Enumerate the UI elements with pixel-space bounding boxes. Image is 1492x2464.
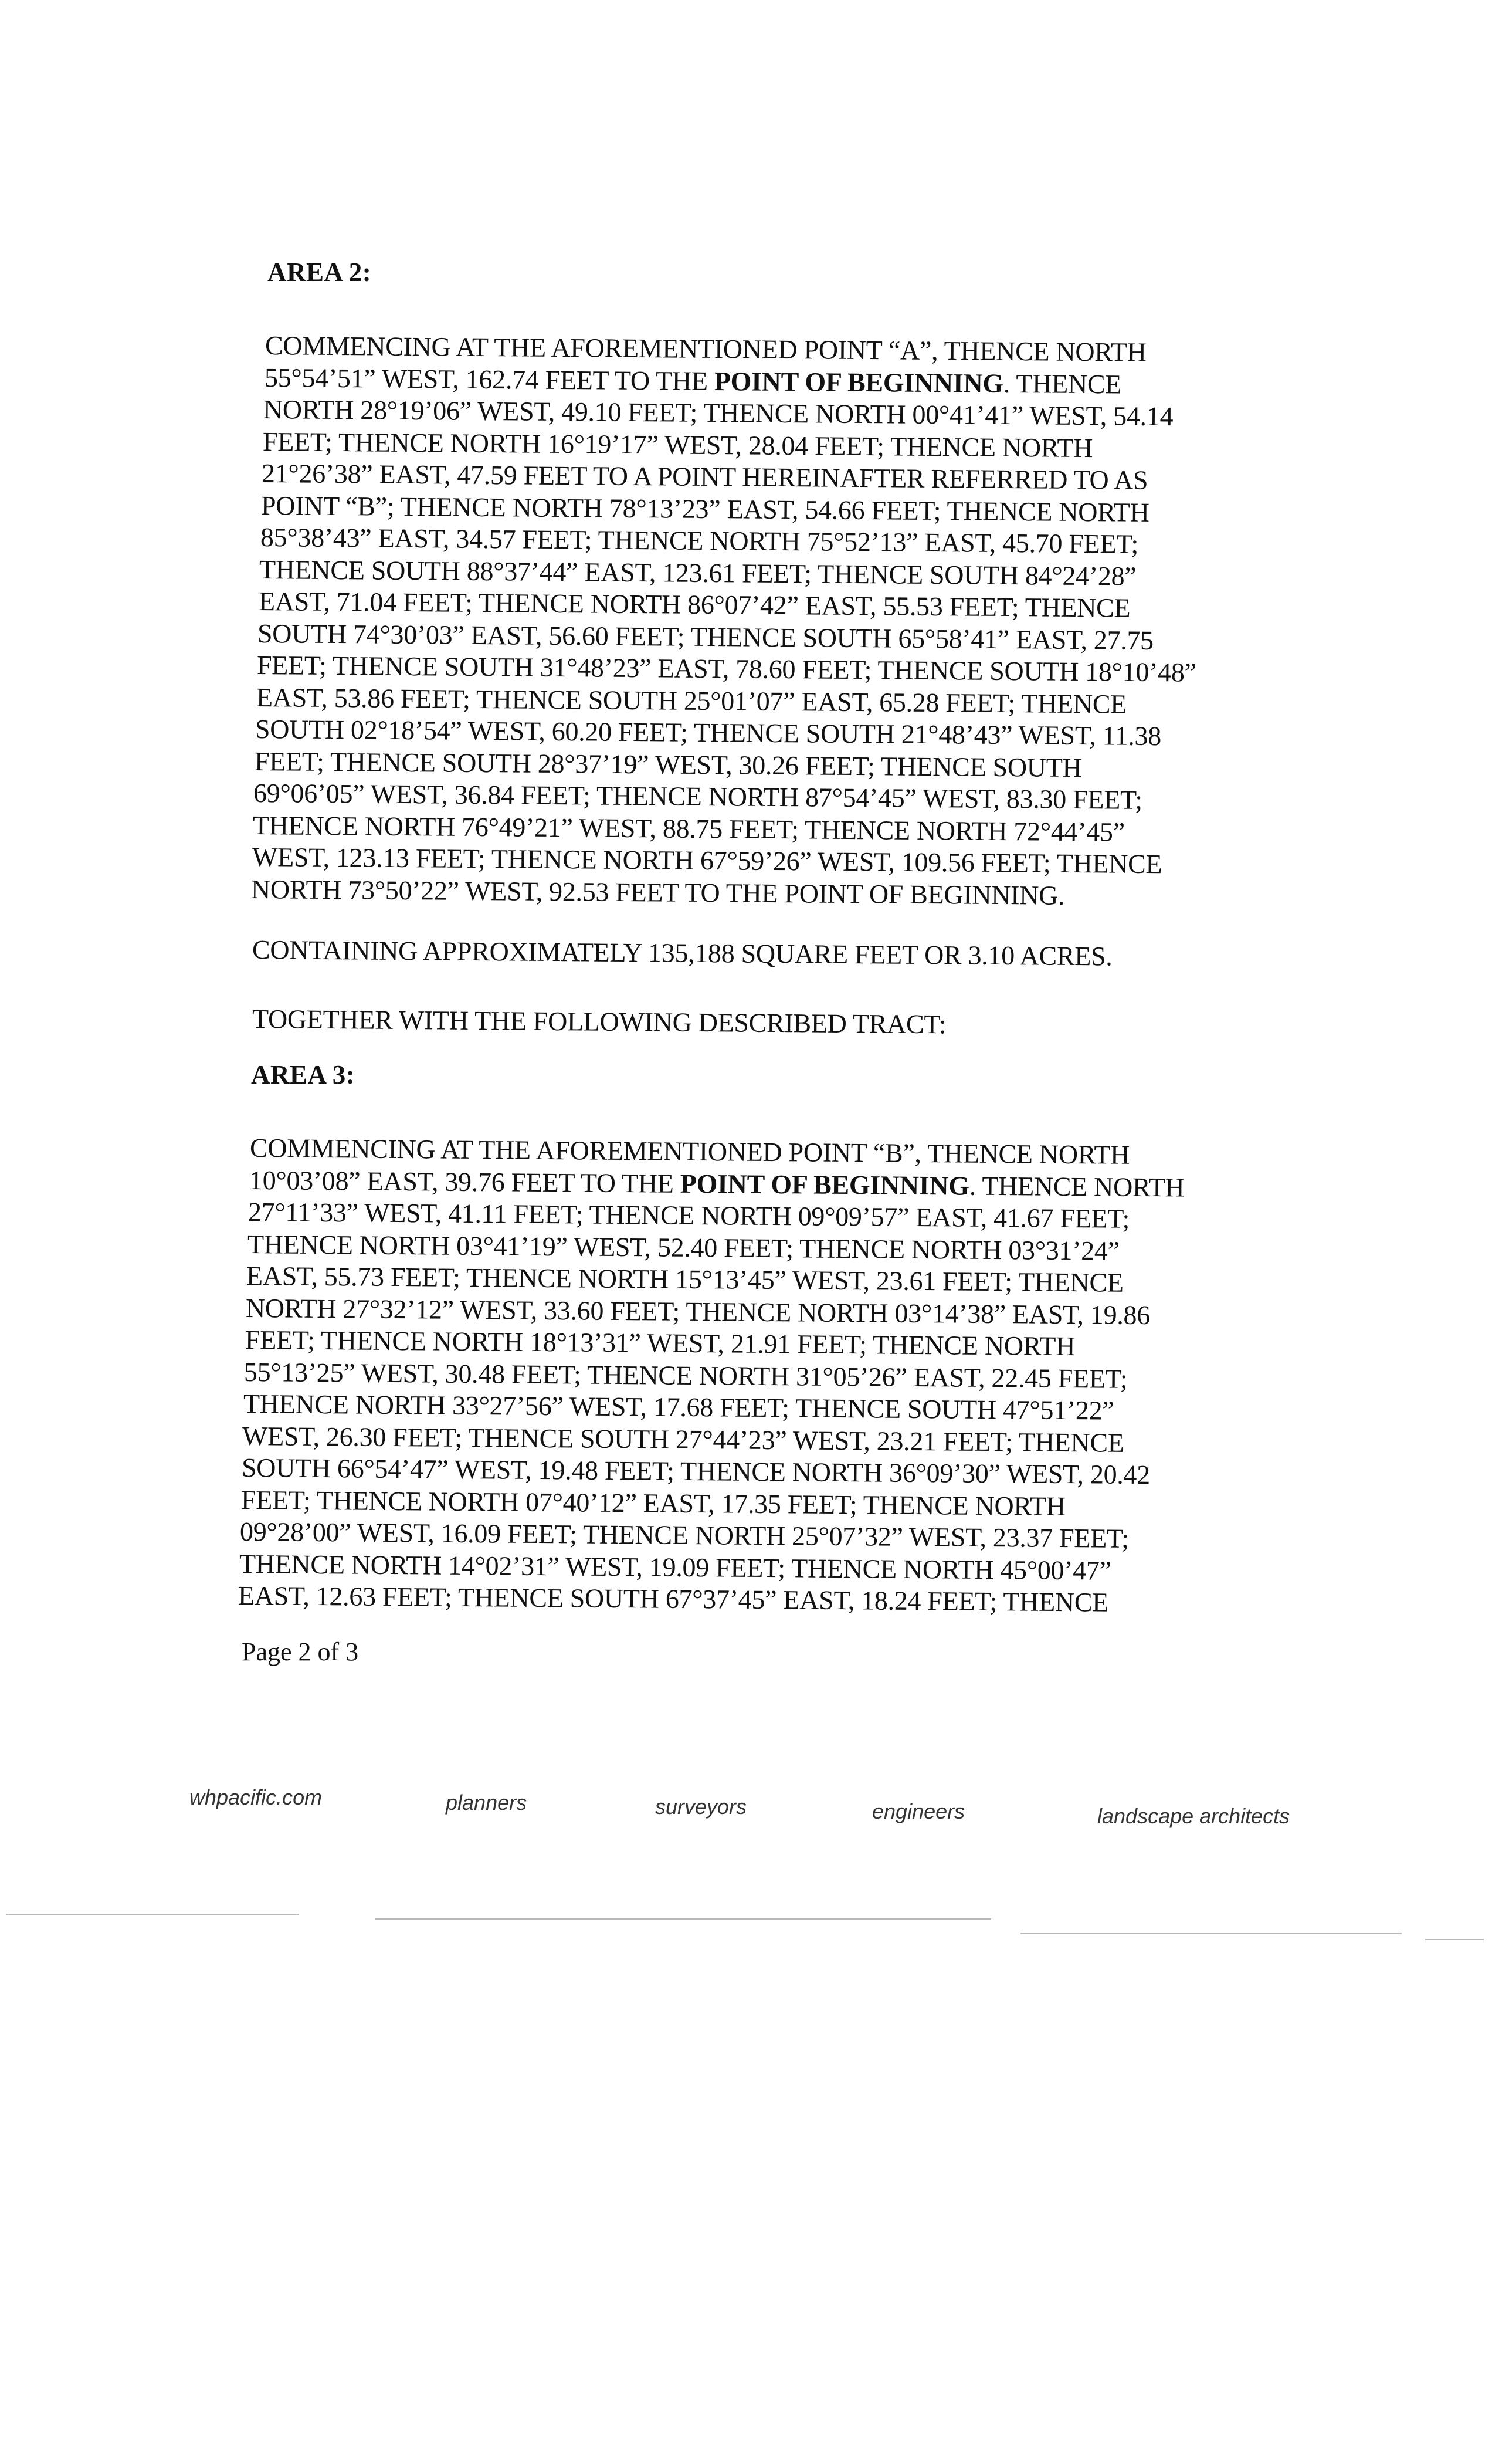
area-3-description-line xyxy=(250,1132,1130,1170)
footer-planners: planners xyxy=(446,1791,527,1815)
area-3-description-text: . THENCE NORTH xyxy=(969,1170,1185,1203)
area-3-description-text: COMMENCING AT THE AFOREMENTIONED POINT “B”, THENCE NORTH xyxy=(249,1133,1130,1170)
area-2-description-line xyxy=(263,394,1174,432)
area-2-description-text: 55°54’51” WEST, 162.74 FEET TO THE xyxy=(264,362,714,396)
area-3-description-text: EAST, 55.73 FEET; THENCE NORTH 15°13’45” WEST, 23.61 FEET; THENCE xyxy=(246,1261,1124,1298)
area-2-description-text: 85°38’43” EAST, 34.57 FEET; THENCE NORTH 75°52’13” EAST, 45.70 FEET; xyxy=(260,522,1138,559)
area-2-heading: AREA 2: xyxy=(267,258,372,287)
area-2-description-line xyxy=(259,585,1131,624)
area-3-description-line xyxy=(245,1324,1075,1362)
area-2-description-text: WEST, 123.13 FEET; THENCE NORTH 67°59’26” WEST, 109.56 FEET; THENCE xyxy=(252,842,1162,879)
area-2-description-text: POINT “B”; THENCE NORTH 78°13’23” EAST, 54.66 FEET; THENCE NORTH xyxy=(260,490,1149,527)
area-3-description-line xyxy=(246,1260,1124,1298)
area-3-heading: AREA 3: xyxy=(251,1060,355,1089)
area-2-description-line xyxy=(260,522,1138,560)
page-number: Page 2 of 3 xyxy=(242,1637,359,1666)
point-of-beginning-bold: POINT OF BEGINNING xyxy=(680,1168,969,1201)
area-3-description-text: WEST, 26.30 FEET; THENCE SOUTH 27°44’23” WEST, 23.21 FEET; THENCE xyxy=(242,1420,1125,1458)
area-2-description-line xyxy=(255,746,1082,783)
area-2-description-text: COMMENCING AT THE AFOREMENTIONED POINT “A”, THENCE NORTH xyxy=(265,330,1147,367)
area-2-description-text: 21°26’38” EAST, 47.59 FEET TO A POINT HEREINAFTER REFERRED TO AS xyxy=(262,458,1148,495)
area-2-description-text: FEET; THENCE NORTH 16°19’17” WEST, 28.04 FEET; THENCE NORTH xyxy=(262,426,1093,463)
area-3-description-text: 10°03’08” EAST, 39.76 FEET TO THE xyxy=(249,1165,680,1199)
area-3-description-text: THENCE NORTH 03°41’19” WEST, 52.40 FEET; THENCE NORTH 03°31’24” xyxy=(247,1228,1120,1266)
area-3-description-text: 27°11’33” WEST, 41.11 FEET; THENCE NORTH 09°09’57” EAST, 41.67 FEET; xyxy=(247,1197,1130,1234)
area-3-description-line xyxy=(243,1388,1114,1426)
area-2-description-line xyxy=(265,330,1147,368)
area-2-description-line xyxy=(257,649,1196,688)
area-2-description-line xyxy=(261,490,1149,528)
area-2-description-line xyxy=(262,458,1148,496)
area-3-description-line xyxy=(242,1420,1124,1458)
area-2-description-line xyxy=(252,841,1162,879)
area-3-description-text: EAST, 12.63 FEET; THENCE SOUTH 67°37’45” EAST, 18.24 FEET; THENCE xyxy=(238,1580,1109,1617)
area-2-description-text: 69°06’05” WEST, 36.84 FEET; THENCE NORTH 87°54’45” WEST, 83.30 FEET; xyxy=(253,778,1143,815)
scan-artifact-line xyxy=(1020,1933,1402,1934)
area-2-description-line xyxy=(259,554,1137,592)
area-3-description-line xyxy=(239,1548,1111,1586)
footer-landscape-architects: landscape architects xyxy=(1097,1804,1290,1828)
scan-artifact-line xyxy=(375,1918,991,1920)
area-3-description-line xyxy=(244,1356,1128,1395)
area-3-description-text: 09°28’00” WEST, 16.09 FEET; THENCE NORTH 25°07’32” WEST, 23.37 FEET; xyxy=(239,1517,1130,1553)
footer-engineers: engineers xyxy=(872,1799,965,1823)
area-2-description-text: SOUTH 74°30’03” EAST, 56.60 FEET; THENCE SOUTH 65°58’41” EAST, 27.75 xyxy=(257,618,1154,655)
area-3-description-text: THENCE NORTH 14°02’31” WEST, 19.09 FEET; THENCE NORTH 45°00’47” xyxy=(239,1548,1111,1586)
area-2-description-text: THENCE SOUTH 88°37’44” EAST, 123.61 FEET; THENCE SOUTH 84°24’28” xyxy=(259,554,1137,591)
area-3-description-line xyxy=(238,1580,1108,1618)
footer-website: whpacific.com xyxy=(189,1785,323,1809)
area-2-description-line xyxy=(263,426,1093,463)
area-2-description-text: EAST, 53.86 FEET; THENCE SOUTH 25°01’07” EAST, 65.28 FEET; THENCE xyxy=(256,682,1127,719)
footer-surveyors: surveyors xyxy=(655,1795,747,1819)
area-2-description-text: SOUTH 02°18’54” WEST, 60.20 FEET; THENCE SOUTH 21°48’43” WEST, 11.38 xyxy=(255,714,1162,752)
area-3-description-line xyxy=(242,1452,1150,1490)
area-2-description-text: NORTH 73°50’22” WEST, 92.53 FEET TO THE POINT OF BEGINNING. xyxy=(250,874,1065,911)
area-3-description-text: FEET; THENCE NORTH 07°40’12” EAST, 17.35 FEET; THENCE NORTH xyxy=(240,1484,1066,1521)
area-3-description-line xyxy=(240,1484,1065,1522)
scan-artifact-line xyxy=(1425,1939,1484,1940)
area-2-description-text: THENCE NORTH 76°49’21” WEST, 88.75 FEET; THENCE NORTH 72°44’45” xyxy=(252,810,1125,847)
area-3-description-text: NORTH 27°32’12” WEST, 33.60 FEET; THENCE NORTH 03°14’38” EAST, 19.86 xyxy=(245,1292,1151,1330)
area-2-description-line xyxy=(256,682,1126,720)
area-2-description-text: FEET; THENCE SOUTH 28°37’19” WEST, 30.26 FEET; THENCE SOUTH xyxy=(254,746,1082,783)
area-3-description-text: FEET; THENCE NORTH 18°13’31” WEST, 21.91 FEET; THENCE NORTH xyxy=(245,1325,1075,1362)
area-2-description-line xyxy=(255,713,1161,752)
area-2-together: TOGETHER WITH THE FOLLOWING DESCRIBED TRACT: xyxy=(252,1004,947,1040)
scan-artifact-line xyxy=(6,1914,299,1915)
area-2-description-text: FEET; THENCE SOUTH 31°48’23” EAST, 78.60 FEET; THENCE SOUTH 18°10’48” xyxy=(256,650,1196,688)
area-3-description-line xyxy=(247,1228,1120,1267)
area-2-description-line xyxy=(257,618,1154,656)
area-2-description-line xyxy=(251,874,1065,911)
point-of-beginning-bold: POINT OF BEGINNING xyxy=(714,365,1003,398)
area-3-description-line xyxy=(248,1196,1130,1234)
area-2-description-text: . THENCE xyxy=(1003,368,1121,399)
area-2-description-line xyxy=(253,777,1142,815)
area-3-description-text: 55°13’25” WEST, 30.48 FEET; THENCE NORTH 31°05’26” EAST, 22.45 FEET; xyxy=(243,1356,1128,1394)
area-2-containing: CONTAINING APPROXIMATELY 135,188 SQUARE FEET OR 3.10 ACRES. xyxy=(252,935,1113,972)
area-3-description-text: THENCE NORTH 33°27’56” WEST, 17.68 FEET; THENCE SOUTH 47°51’22” xyxy=(243,1389,1114,1426)
area-3-description-text: SOUTH 66°54’47” WEST, 19.48 FEET; THENCE NORTH 36°09’30” WEST, 20.42 xyxy=(241,1453,1151,1490)
area-2-description-text: NORTH 28°19’06” WEST, 49.10 FEET; THENCE NORTH 00°41’41” WEST, 54.14 xyxy=(263,394,1174,432)
area-2-description-text: EAST, 71.04 FEET; THENCE NORTH 86°07’42” EAST, 55.53 FEET; THENCE xyxy=(258,586,1131,623)
area-2-description-line xyxy=(253,810,1125,848)
area-3-description-line xyxy=(240,1516,1129,1554)
area-2-description-line xyxy=(264,362,1121,400)
